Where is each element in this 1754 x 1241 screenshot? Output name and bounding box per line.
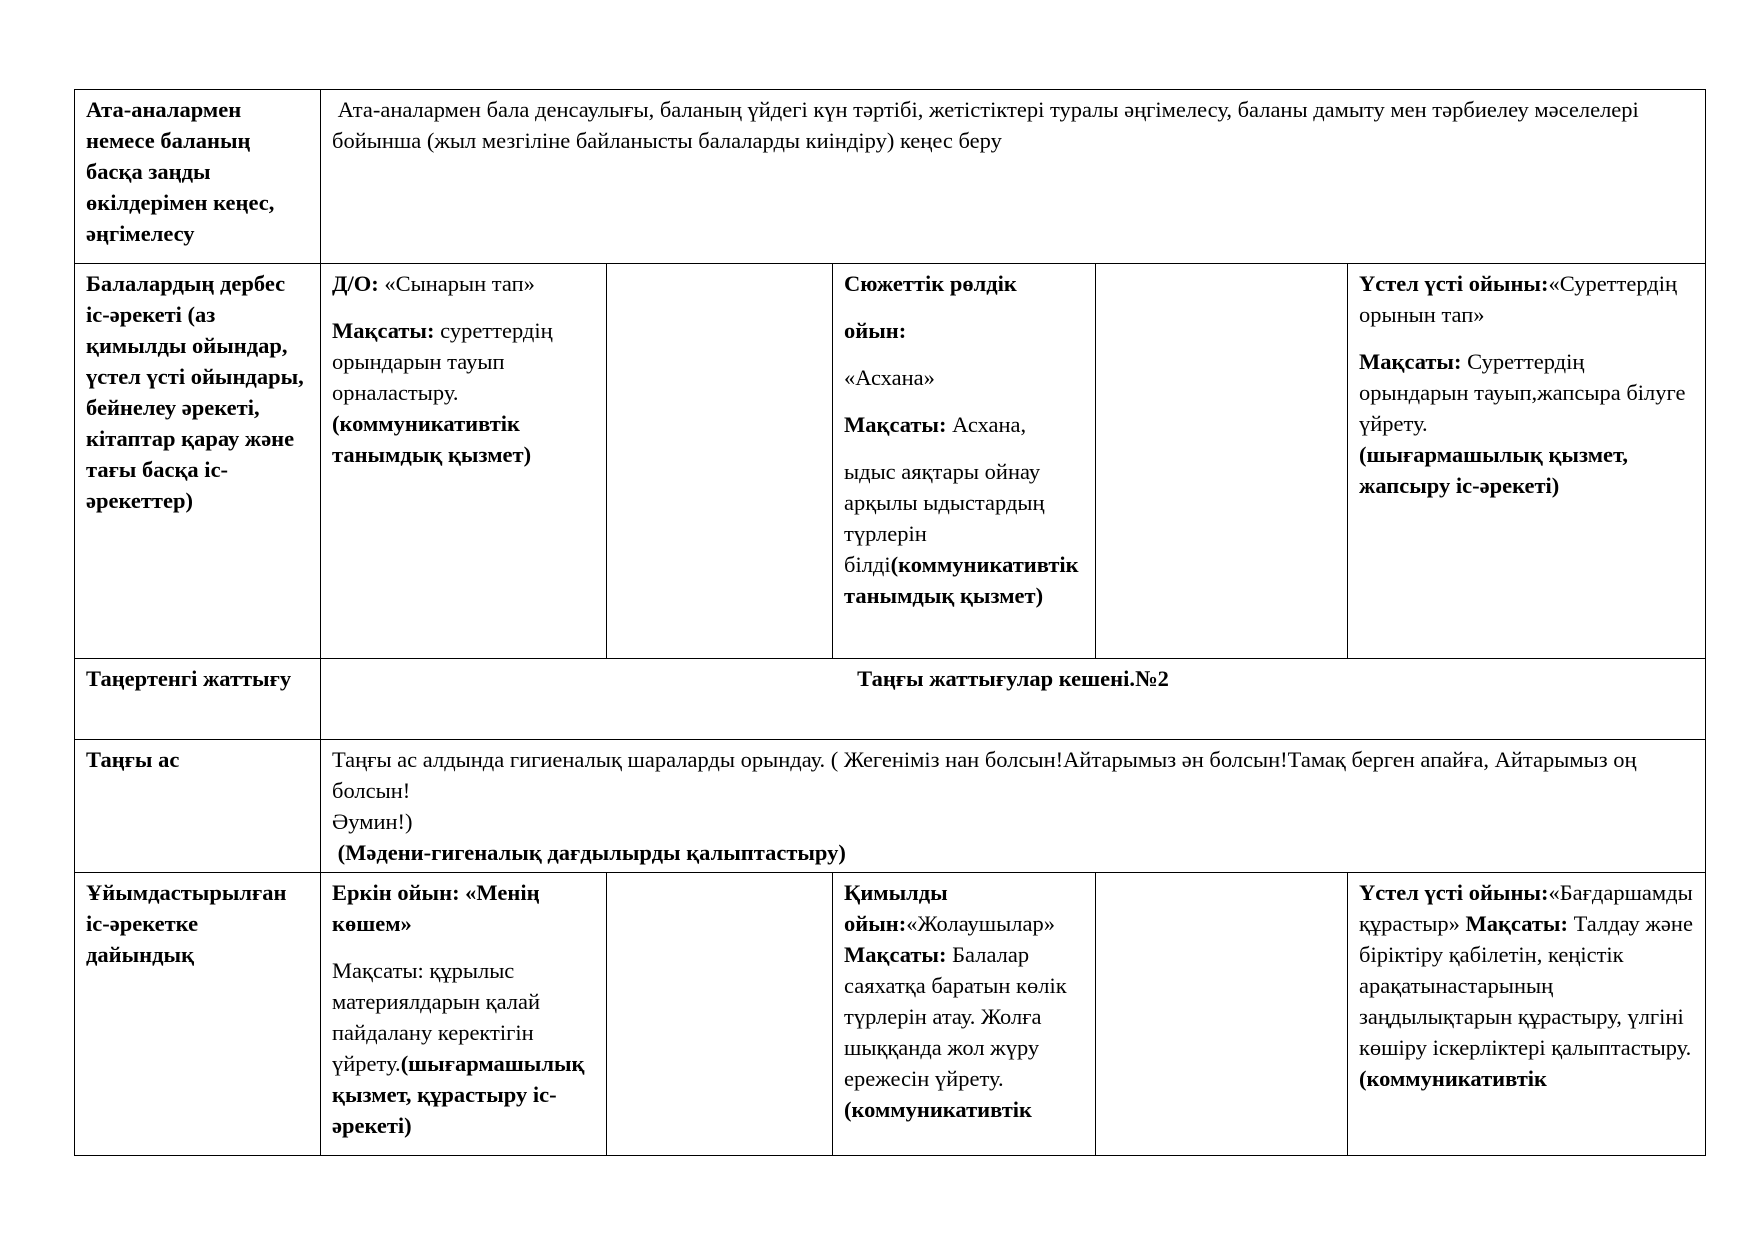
independent-cell-3 (833, 264, 1096, 659)
goal-text: Балалар саяхатқа баратын көлік түрлерін атау. Жолға шыққанда жол жүру ережесін үйрету. (844, 942, 1067, 1091)
game-type-label: Үстел үсті ойыны: (1359, 880, 1549, 905)
goal-text: Мақсаты: құрылыс материялдарын қалай пайдалану керектігін үйрету. (332, 958, 541, 1076)
game-type-label: Үстел үсті ойыны: (1359, 271, 1549, 296)
game-title: «Сынарын тап» (378, 271, 535, 296)
breakfast-goal: (Мәдени-гигеналық дағдылырды қалыптастыру) (332, 840, 846, 865)
goal-text: Суреттердің орындарын тауып,жапсыра білуге үйрету. (1359, 349, 1686, 436)
game-type-line-2: ойын: (844, 318, 907, 343)
game-title: Еркін ойын: «Менің көшем» (332, 880, 540, 936)
goal-text: Асхана, (946, 412, 1027, 437)
independent-cell-2-empty (607, 264, 833, 659)
preparation-cell-3 (833, 873, 1096, 1156)
independent-cell-5 (1348, 264, 1706, 659)
game-type-line-1: Сюжеттік рөлдік (844, 271, 1017, 296)
row-independent-activity (75, 264, 1706, 659)
preparation-cell-4-empty (1096, 873, 1348, 1156)
breakfast-cell (321, 740, 1706, 873)
row-label-independent-activity (75, 264, 321, 659)
row-label-text: Балалардың дербес іс-әрекеті (аз қимылды ойындар, үстел үсті ойындары, бейнелеу әрекеті, кітаптар қарау және тағы басқа іс-әрекеттер) (86, 271, 304, 513)
breakfast-text-end: Әумин!) (332, 809, 413, 834)
row-label-consultation (75, 90, 321, 264)
preparation-cell-1 (321, 873, 607, 1156)
game-title: «Жолаушылар» (906, 911, 1055, 936)
goal-tag: (коммуникативтік танымдық қызмет) (844, 552, 1079, 608)
goal-label: Мақсаты: (1459, 911, 1568, 936)
breakfast-text: Таңғы ас алдында гигиеналық шараларды орындау. ( Жегеніміз нан болсын!Айтарымыз ән болсын!Тамақ берген апайға, Айтарымыз оң болсын! (332, 747, 1637, 803)
row-breakfast (75, 740, 1706, 873)
preparation-cell-5 (1348, 873, 1706, 1156)
game-type-label: Қимылды ойын: (844, 880, 948, 936)
goal-label: Мақсаты: (1359, 349, 1462, 374)
game-type-label: Д/О: (332, 271, 379, 296)
goal-tag: (шығармашылық қызмет, жапсыру іс-әрекеті) (1359, 442, 1629, 498)
game-title: «Суреттердің орынын тап» (1359, 271, 1678, 327)
game-title: «Асхана» (844, 365, 935, 390)
row-label-text: Таңертенгі жаттығу (86, 666, 292, 691)
row-consultation (75, 90, 1706, 264)
row-preparation (75, 873, 1706, 1156)
game-title: «Бағдаршамды құрастыр» (1359, 880, 1693, 936)
row-morning-exercise (75, 659, 1706, 740)
independent-cell-4-empty (1096, 264, 1348, 659)
morning-exercise-cell (321, 659, 1706, 740)
morning-exercise-text: Таңғы жаттығулар кешені.№2 (857, 666, 1169, 691)
row-label-preparation (75, 873, 321, 1156)
row-label-text: Таңғы ас (86, 747, 180, 772)
consultation-text: Ата-аналармен бала денсаулығы, баланың үйдегі күн тәртібі, жетістіктері туралы әңгімелесу, баланы дамыту мен тәрбиелеу мәселелері бойынша (жыл мезгіліне байланысты балаларды киіндіру) кеңес беру (332, 97, 1645, 153)
goal-text: Талдау және біріктіру қабілетін, кеңістік арақатынастарының заңдылықтарын құрастыру, үлгіні көшіру іскерліктері қалыптастыру. (1359, 911, 1693, 1060)
preparation-cell-2-empty (607, 873, 833, 1156)
consultation-cell (321, 90, 1706, 264)
goal-text-continued: ыдыс аяқтары ойнау арқылы ыдыстардың түрлерін білді (844, 459, 1045, 577)
goal-label: Мақсаты: (332, 318, 435, 343)
goal-label: Мақсаты: (844, 412, 947, 437)
goal-text: суреттердің орындарын тауып орналастыру. (332, 318, 553, 405)
row-label-text: Ұйымдастырылған іс-әрекетке дайындық (86, 880, 287, 967)
row-label-morning-exercise (75, 659, 321, 740)
goal-tag: (коммуникативтік (844, 1097, 1032, 1122)
goal-tag: (коммуникативтік (1359, 1066, 1547, 1091)
goal-label: Мақсаты: (844, 942, 947, 967)
goal-tag: (коммуникативтік танымдық қызмет) (332, 411, 532, 467)
plan-table (74, 89, 1706, 1156)
row-label-text: Ата-аналармен немесе баланың басқа заңды өкілдерімен кеңес, әңгімелесу (86, 97, 275, 246)
independent-cell-1 (321, 264, 607, 659)
row-label-breakfast (75, 740, 321, 873)
goal-tag: (шығармашылық қызмет, құрастыру іс-әрекеті) (332, 1051, 585, 1138)
